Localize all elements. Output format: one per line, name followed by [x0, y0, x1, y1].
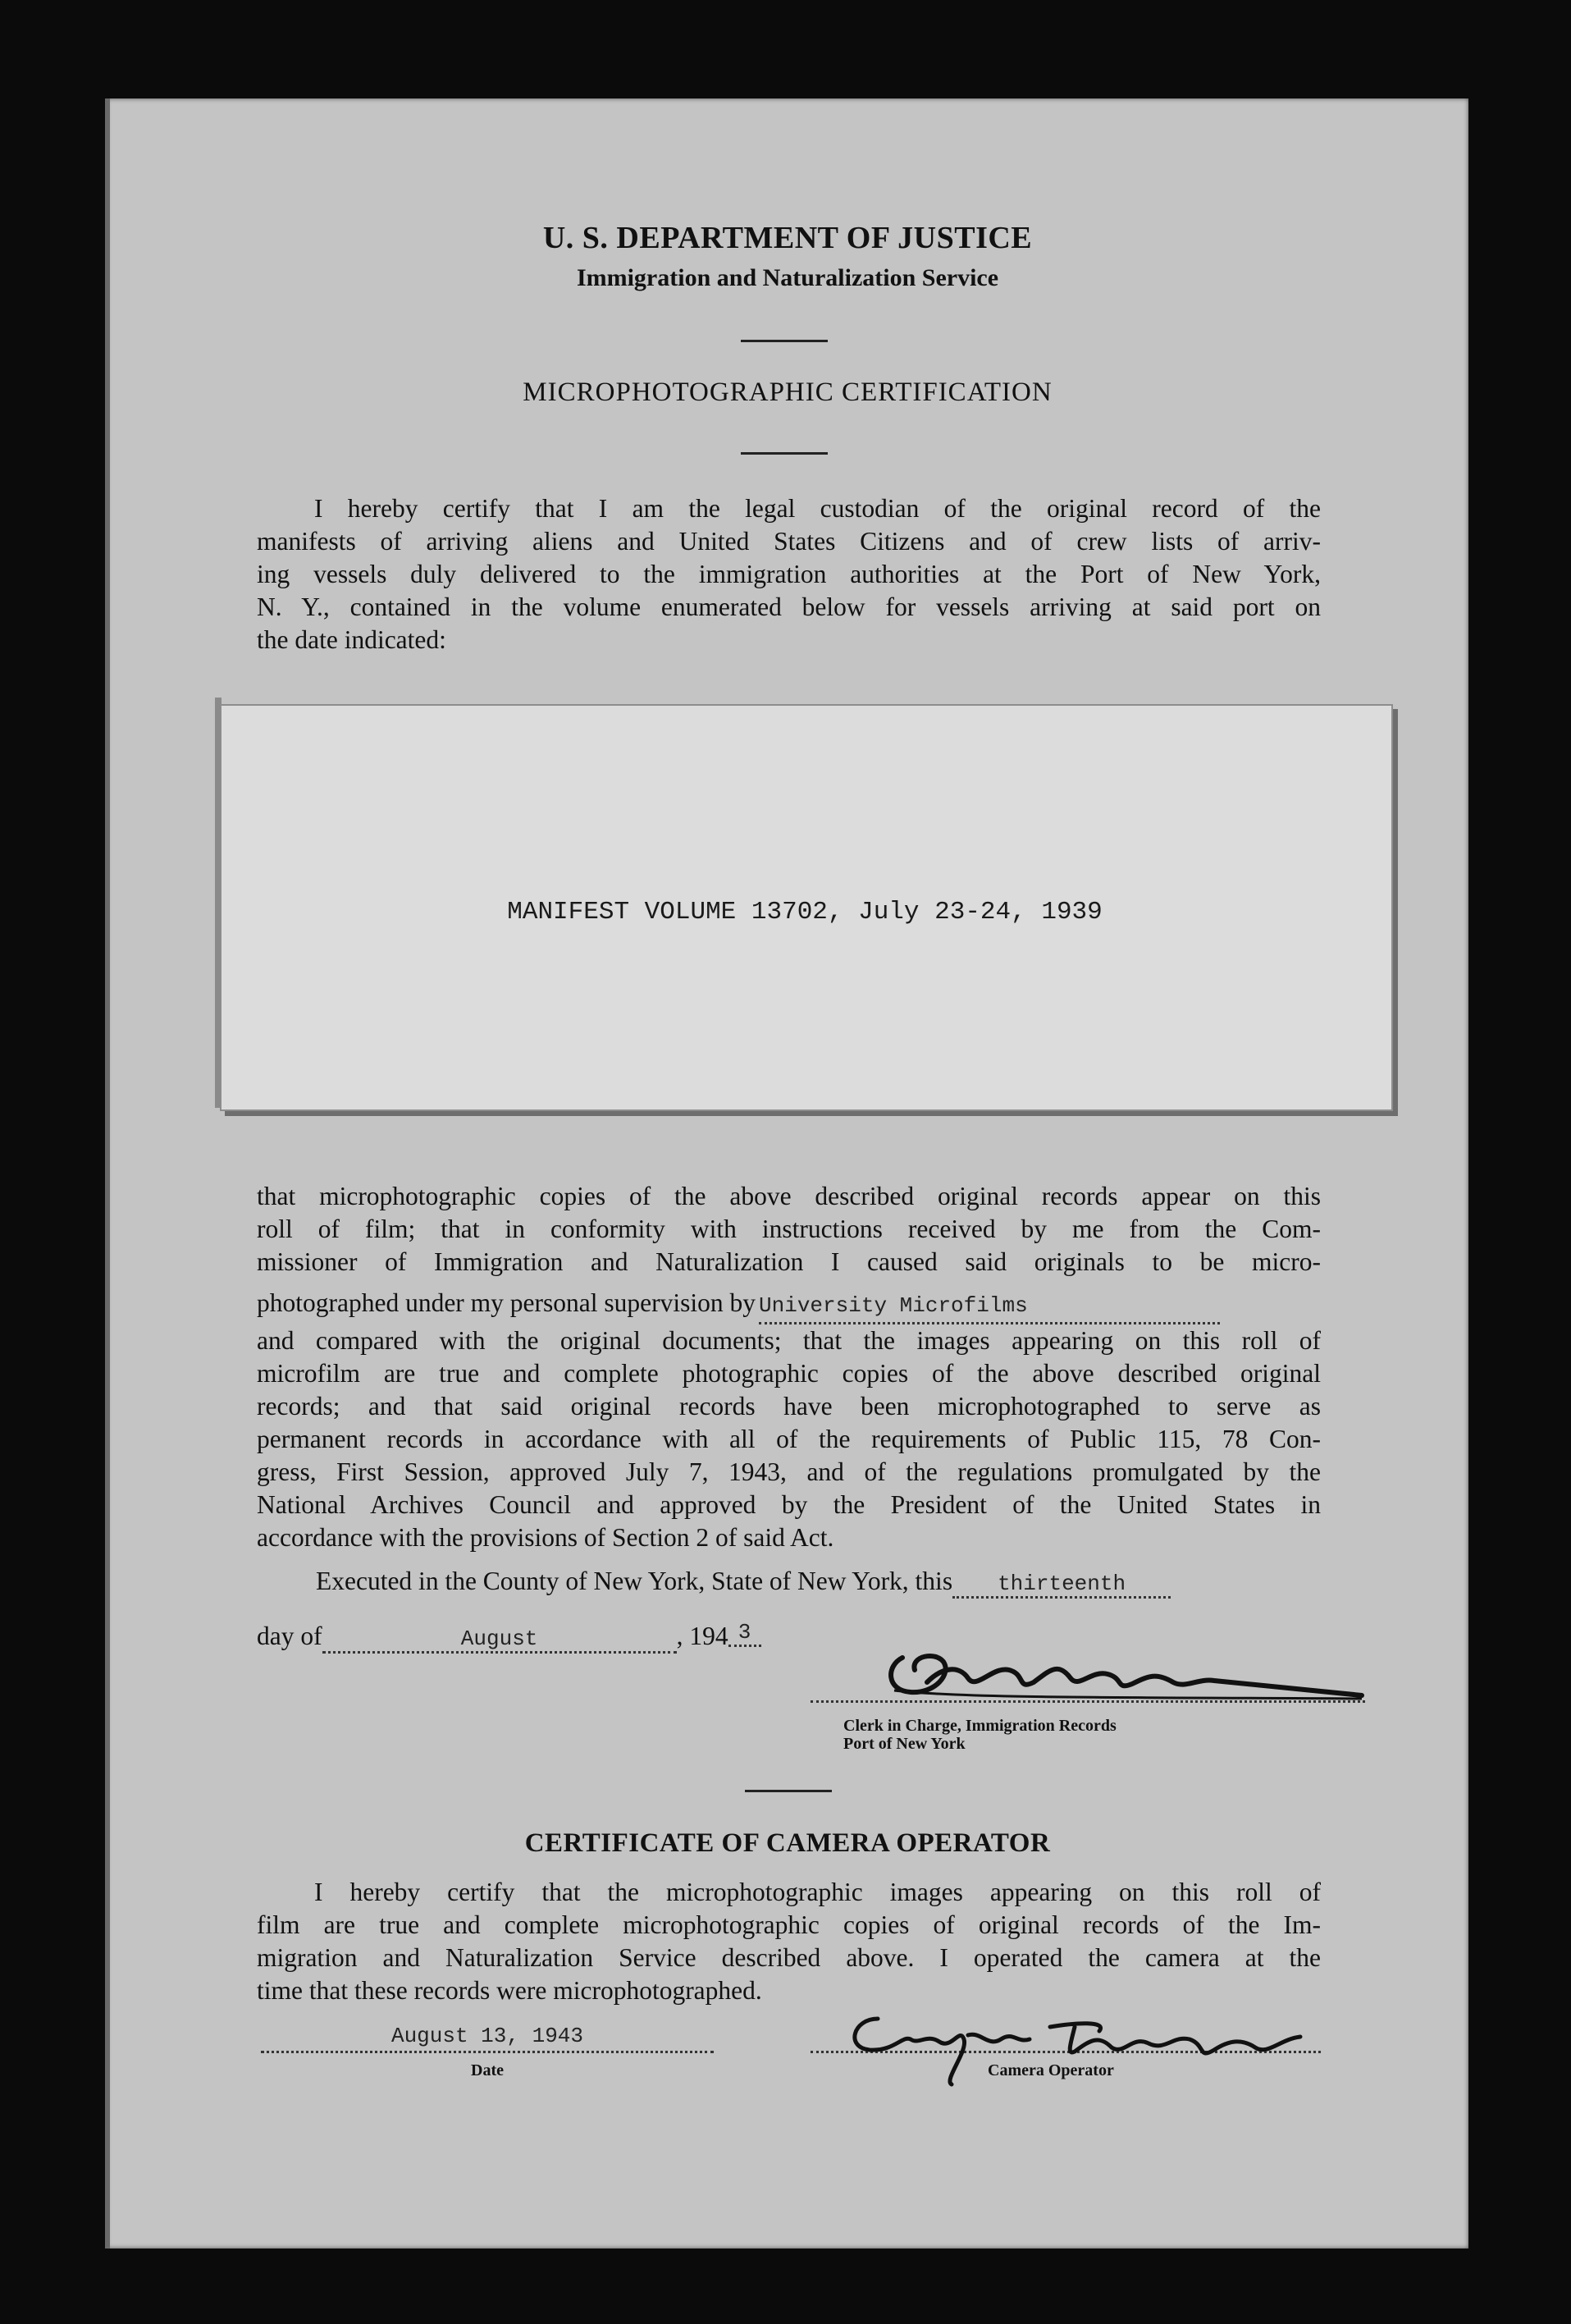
body-line: gress, First Session, approved July 7, 1943, and of the regulations promulgated by the	[257, 1457, 1321, 1486]
year-prefix: , 194	[676, 1622, 728, 1650]
date-signature-line	[261, 2051, 714, 2053]
body-line: accordance with the provisions of Section 2 of said Act.	[257, 1523, 834, 1552]
camera-date-value: August 13, 1943	[390, 2024, 584, 2048]
intro-line: manifests of arriving aliens and United States Citizens and of crew lists of arriv-	[257, 527, 1321, 556]
camera-line: film are true and complete microphotographic copies of original records of the Im-	[257, 1910, 1321, 1939]
divider	[741, 452, 828, 455]
camera-line: time that these records were microphotographed.	[257, 1976, 762, 2005]
intro-paragraph	[257, 492, 1321, 656]
executed-line	[316, 1567, 1171, 1599]
supervision-prefix: photographed under my personal supervision by	[257, 1288, 756, 1317]
day-of-label: day of	[257, 1622, 322, 1650]
date-line	[257, 1622, 761, 1654]
divider	[745, 1790, 832, 1792]
camera-line: migration and Naturalization Service described above. I operated the camera at the	[257, 1943, 1321, 1972]
manifest-volume-text: MANIFEST VOLUME 13702, July 23-24, 1939	[507, 898, 1103, 926]
day-value: thirteenth	[998, 1571, 1126, 1596]
camera-line: I hereby certify that the microphotographic images appearing on this roll of	[314, 1878, 1321, 1906]
camera-certificate-title: CERTIFICATE OF CAMERA OPERATOR	[524, 1828, 1051, 1858]
body-line: records; and that said original records have been microphotographed to serve as	[257, 1392, 1321, 1420]
divider	[741, 340, 828, 342]
year-field	[728, 1615, 761, 1647]
intro-line: the date indicated:	[257, 625, 446, 654]
body-line: microfilm are true and complete photographic copies of the above described original	[257, 1359, 1321, 1388]
intro-line: N. Y., contained in the volume enumerated below for vessels arriving at said port on	[257, 592, 1321, 621]
day-field	[952, 1567, 1171, 1599]
clerk-port: Port of New York	[843, 1735, 966, 1753]
camera-paragraph	[257, 1876, 1321, 2007]
intro-line: I hereby certify that I am the legal custodian of the original record of the	[314, 494, 1321, 523]
intro-line: ing vessels duly delivered to the immigration authorities at the Port of New York,	[257, 560, 1321, 588]
supervisor-field	[759, 1287, 1220, 1324]
operator-label: Camera Operator	[988, 2061, 1114, 2079]
body-line: and compared with the original documents; that the images appearing on this roll of	[257, 1326, 1321, 1355]
body-line: roll of film; that in conformity with instructions received by me from the Com-	[257, 1215, 1321, 1243]
month-value: August	[460, 1626, 538, 1651]
department-heading: U. S. DEPARTMENT OF JUSTICE	[542, 221, 1033, 255]
body-paragraph	[257, 1180, 1321, 1554]
body-line: missioner of Immigration and Naturalization I caused said originals to be micro-	[257, 1247, 1321, 1276]
supervision-line	[257, 1287, 1321, 1324]
supervisor-value: University Microfilms	[759, 1293, 1028, 1318]
certification-title: MICROPHOTOGRAPHIC CERTIFICATION	[523, 377, 1053, 407]
month-field	[322, 1622, 677, 1654]
year-digit: 3	[738, 1620, 751, 1645]
body-line: that microphotographic copies of the above described original records appear on this	[257, 1182, 1321, 1210]
executed-prefix: Executed in the County of New York, State of New York, this	[316, 1567, 953, 1595]
clerk-signature	[870, 1633, 1378, 1707]
body-line: National Archives Council and approved by the President of the United States in	[257, 1490, 1321, 1519]
clerk-title: Clerk in Charge, Immigration Records	[843, 1717, 1117, 1735]
date-label: Date	[471, 2061, 504, 2079]
sheet-edge	[105, 98, 110, 2249]
body-line: permanent records in accordance with all of the requirements of Public 115, 78 Con-	[257, 1425, 1321, 1453]
service-subheading: Immigration and Naturalization Service	[576, 264, 999, 291]
